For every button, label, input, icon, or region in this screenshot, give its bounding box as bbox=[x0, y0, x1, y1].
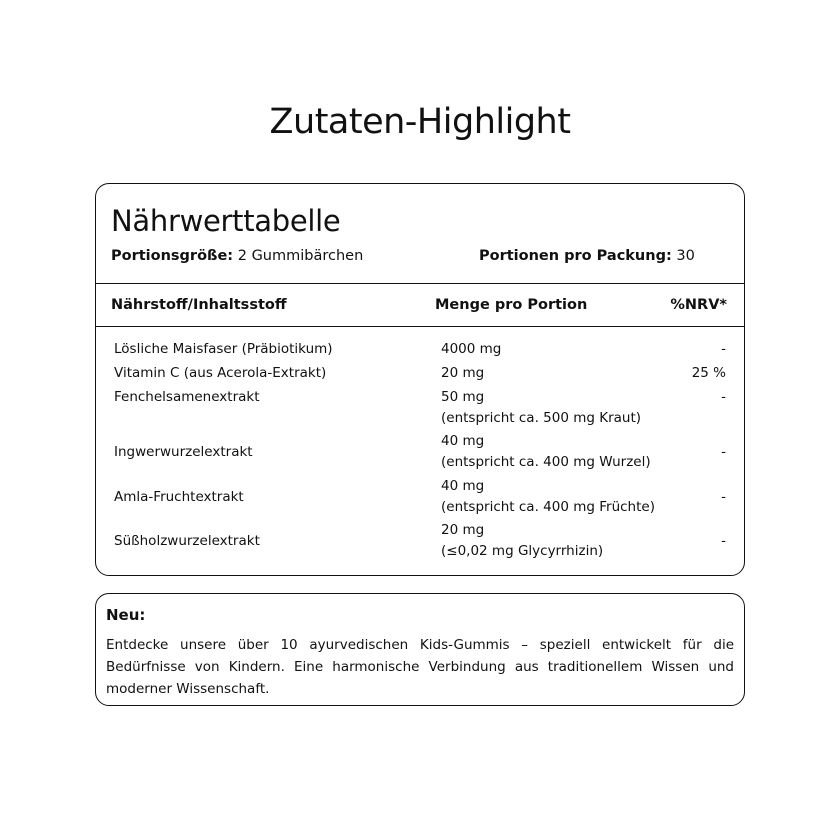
column-header-amount: Menge pro Portion bbox=[435, 297, 588, 313]
nutrition-table-title: Nährwerttabelle bbox=[111, 204, 341, 238]
row-nrv: - bbox=[721, 341, 726, 357]
servings-per-package-value: 30 bbox=[676, 248, 695, 264]
row-nutrient: Amla-Fruchtextrakt bbox=[114, 489, 244, 505]
row-amount: 20 mg bbox=[441, 522, 485, 538]
nutrition-table-card bbox=[95, 183, 745, 576]
servings-per-package-label: Portionen pro Packung: bbox=[479, 248, 672, 264]
row-nrv: 25 % bbox=[691, 365, 726, 381]
row-amount: 20 mg bbox=[441, 365, 485, 381]
row-nutrient: Fenchelsamenextrakt bbox=[114, 389, 260, 405]
row-amount: 40 mg bbox=[441, 478, 485, 494]
row-amount: 40 mg bbox=[441, 433, 485, 449]
row-nutrient: Vitamin C (aus Acerola-Extrakt) bbox=[114, 365, 327, 381]
row-nrv: - bbox=[721, 389, 726, 405]
row-nutrient: Ingwerwurzelextrakt bbox=[114, 444, 253, 460]
news-card bbox=[95, 593, 745, 706]
page-title: Zutaten-Highlight bbox=[269, 102, 571, 142]
row-nrv: - bbox=[721, 489, 726, 505]
row-amount: 50 mg bbox=[441, 389, 485, 405]
row-nutrient: Süßholzwurzelextrakt bbox=[114, 533, 260, 549]
row-nrv: - bbox=[721, 533, 726, 549]
column-header-nutrient: Nährstoff/Inhaltsstoff bbox=[111, 297, 287, 313]
column-header-nrv: %NRV* bbox=[670, 297, 727, 313]
servings-per-package bbox=[479, 248, 695, 264]
row-nrv: - bbox=[721, 444, 726, 460]
news-text: Entdecke unsere über 10 ayurvedischen Kids-Gummis – speziell entwickelt für die Bedürfnisse von Kindern. Eine harmonische Verbindung aus traditionellem Wissen und moderner Wissenschaft. bbox=[106, 637, 734, 697]
row-amount-note: (entspricht ca. 400 mg Früchte) bbox=[441, 499, 655, 515]
divider bbox=[96, 283, 744, 284]
row-amount: 4000 mg bbox=[441, 341, 502, 357]
news-label: Neu: bbox=[106, 606, 146, 624]
row-amount-note: (≤0,02 mg Glycyrrhizin) bbox=[441, 543, 604, 559]
serving-size-label: Portionsgröße: bbox=[111, 248, 234, 264]
row-amount-note: (entspricht ca. 400 mg Wurzel) bbox=[441, 454, 651, 470]
header-divider bbox=[96, 326, 744, 327]
row-nutrient: Lösliche Maisfaser (Präbiotikum) bbox=[114, 341, 333, 357]
row-amount-note: (entspricht ca. 500 mg Kraut) bbox=[441, 410, 642, 426]
serving-size bbox=[111, 248, 363, 264]
serving-size-value: 2 Gummibärchen bbox=[237, 248, 364, 264]
